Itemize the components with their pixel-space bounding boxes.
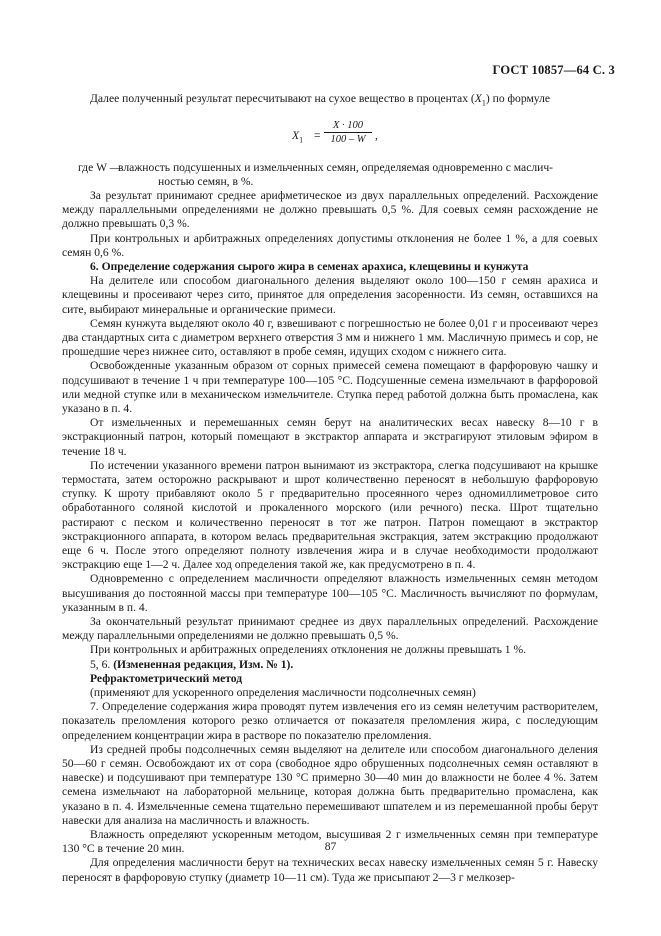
paragraph-final-result: За окончательный результат принимают среднее из двух параллельных определений. Расхождение между параллельными определениями не должно превышать 0,5 %.	[62, 615, 598, 643]
formula-lhs-var: X	[292, 128, 300, 142]
paragraph-extraction: От измельченных и перемешанных семян берут на аналитических весах навеску 8—10 г в экстракционный патрон, который помещают в экстрактор аппарата и экстрагируют этиловым эфиром в течение 18 ч.	[62, 416, 598, 458]
intro-text-after: ) по формуле	[485, 92, 551, 105]
section-6-heading: 6. Определение содержания сырого жира в семенах арахиса, клещевины и кунжута	[90, 259, 529, 273]
page-number: 87	[324, 840, 337, 853]
formula-denominator: 100 – W	[330, 133, 366, 145]
paragraph-7: 7. Определение содержания жира проводят путем извлечения его из семян нелетучим растворителем, показатель преломления которого резко отличается от показателя преломления жира, с последующим определением концентрации жира в растворе по показателю преломления.	[62, 700, 598, 742]
where-label: где W —	[78, 160, 122, 174]
page-header: ГОСТ 10857—64 С. 3	[492, 63, 615, 77]
document-body	[62, 92, 598, 885]
amendment-bold: (Измененная редакция, Изм. № 1).	[113, 657, 294, 671]
intro-text-before: Далее полученный результат пересчитывают на сухое вещество в процентах (	[90, 92, 475, 105]
paragraph-drying: Освобожденные указанным образом от сорных примесей семена помещают в фарфоровую чашку и подсушивают в течение 1 ч при температуре 100—105 °С. Подсушенные семена измельчают в фарфоровой или медной ступке или в механическом измельчителе. Ступка перед работой должна быть промаслена, как указано в п. 4.	[62, 359, 598, 415]
paragraph-sesame-sample: Семян кунжута выделяют около 40 г, взвешивают с погрешностью не более 0,01 г и просеивают через два стандартных сита с диаметром верхнего отверстия 3 мм и нижнего 1 мм. Масличную примесь и сор, не прошедшие через нижнее сито, оставляют в пробе семян, идущих сходом с нижнего сита.	[62, 316, 598, 359]
formula-lhs	[292, 129, 303, 148]
where-clause	[62, 161, 598, 189]
paragraph-average: За результат принимают среднее арифметическое из двух параллельных определений. Расхождение между параллельными определениями не должно превышать 0,5 %. Для соевых семян расхождение не должно превышать 0,3 %.	[62, 188, 598, 231]
intro-variable-subscript: 1	[481, 98, 486, 108]
formula-equals: =	[314, 128, 321, 142]
where-line-2: ностью семян, в %.	[158, 174, 254, 188]
paragraph-moisture: Одновременно с определением масличности определяют влажность измельченных семян методом высушивания до постоянной массы при температуре 100—105 °С. Масличность вычисляют по формулам, указанным в п. 4.	[62, 572, 598, 614]
paragraph-oil-content: Для определения масличности берут на технических весах навеску измельченных семян 5 г. Навеску переносят в фарфоровую ступку (диаметр 10—11 см). Туда же присыпают 2—3 г мелкозер-	[62, 856, 598, 884]
refractometric-heading: Рефрактометрический метод	[90, 671, 243, 685]
amendment-prefix: 5, 6.	[90, 657, 114, 671]
formula-fraction	[324, 119, 372, 146]
formula-numerator: X · 100	[332, 119, 364, 131]
paragraph-humidity: Влажность определяют ускоренным методом, высушивая 2 г измельченных семян при температуре 130 °С в течение 20 мин.	[62, 828, 598, 856]
paragraph-arbitration: При контрольных и арбитражных определениях допустимы отклонения не более 1 %, а для соевых семян 0,6 %.	[62, 231, 598, 259]
paragraph-sunflower-sample: Из средней пробы подсолнечных семян выделяют на делителе или способом диагонального деления 50—60 г семян. Освобождают их от сора (свободное ядро обрушенных подсолнечных семян оставляют в навеске) и подсушивают при температуре 130 °С примерно 30—40 мин до влажности не более 4 %. Затем семена измельчают на лабораторной мельнице, которая должна быть предварительно промаслена, как указано в п. 4. Измельченные семена тщательно перемешивают шпателем и из перемешанной пробы берут навески для анализа на масличность и влажность.	[62, 742, 598, 827]
refractometric-note: (применяют для ускоренного определения масличности подсолнечных семян)	[90, 686, 476, 700]
paragraph-regrinding: По истечении указанного времени патрон вынимают из экстрактора, слегка подсушивают на крышке термостата, затем осторожно раскрывают и шрот количественно переносят в небольшую фарфоровую ступку. К шроту прибавляют около 5 г предварительно просеянного через одномиллиметровое сито обработанного соляной кислотой и прокаленного морского (или речного) песка. Шрот тщательно растирают с песком и количественно переносят в тот же патрон. Патрон помещают в экстрактор экстракционного аппарата, в котором велась предварительная экстракция, затем экстракцию продолжают еще 6 ч. После этого определяют полноту извлечения жира и в случае необходимости продолжают экстракцию еще 1—2 ч. Далее ход определения такой же, как предусмотрено в п. 4.	[62, 458, 598, 572]
paragraph-peanut-sample: На делителе или способом диагонального деления выделяют около 100—150 г семян арахиса и клещевины и просеивают через сито, принятое для определения засоренности. Из семян, оставшихся на сите, выбирают минеральные и органические примеси.	[62, 274, 598, 316]
intro-variable: X	[474, 92, 482, 105]
where-line-1: влажность подсушенных и измельченных семян, определяемая одновременно с маслич-	[118, 160, 554, 174]
formula-comma: ,	[375, 128, 378, 142]
formula-lhs-subscript: 1	[299, 134, 304, 144]
formula	[62, 115, 598, 159]
amendment-note	[62, 658, 598, 672]
where-text	[118, 161, 598, 189]
paragraph-control: При контрольных и арбитражных определениях отклонения не должны превышать 1 %.	[90, 643, 527, 657]
intro-paragraph	[62, 92, 598, 111]
